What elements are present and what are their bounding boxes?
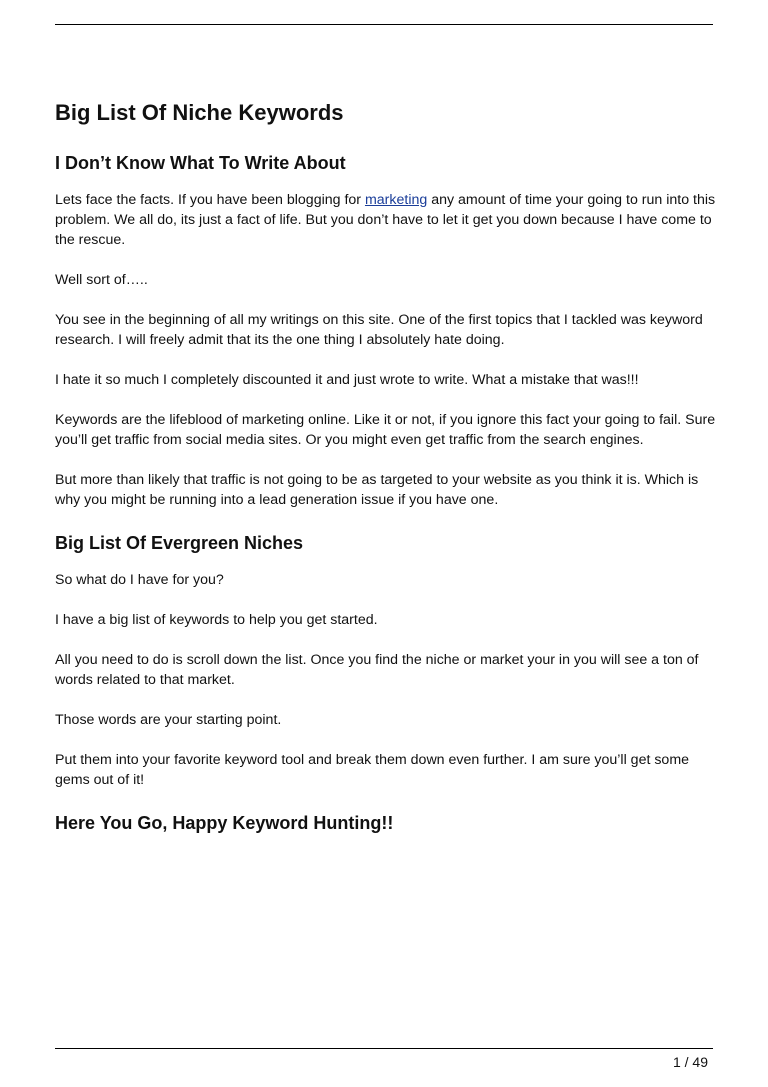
paragraph: I hate it so much I completely discounted it and just wrote to write. What a mistake that was!!! [55, 372, 639, 388]
paragraph: Put them into your favorite keyword tool and break them down even further. I am sure you’ll get some gems out of it! [55, 752, 690, 788]
section-heading-write-about: I Don’t Know What To Write About [55, 153, 346, 173]
header-rule [55, 24, 713, 25]
paragraph: Those words are your starting point. [55, 712, 282, 728]
paragraph: Well sort of….. [55, 272, 148, 288]
section-heading-keyword-hunting: Here You Go, Happy Keyword Hunting!! [55, 813, 394, 833]
paragraph-text: Lets face the facts. If you have been blogging for [55, 192, 365, 208]
document-body [55, 98, 717, 850]
paragraph: But more than likely that traffic is not going to be as targeted to your website as you think it is. Which is why you might be running into a lead generation issue if you have one. [55, 472, 699, 508]
document-title: Big List Of Niche Keywords [55, 100, 344, 125]
page-number: 1 / 49 [672, 1054, 708, 1070]
marketing-link[interactable]: marketing [364, 192, 428, 208]
footer-rule [55, 1048, 713, 1049]
paragraph-text: any amount of time your going to run into this problem. We all do, its just a fact of life. But you don’t have to let it get you down because I have come to the rescue. [55, 192, 716, 248]
paragraph: All you need to do is scroll down the list. Once you find the niche or market your in you will see a ton of words related to that market. [55, 652, 699, 688]
paragraph: I have a big list of keywords to help you get started. [55, 612, 378, 628]
paragraph: So what do I have for you? [55, 572, 224, 588]
paragraph: Keywords are the lifeblood of marketing online. Like it or not, if you ignore this fact your going to fail. Sure you’ll get traffic from social media sites. Or you might even get traffic from the search engines. [55, 412, 716, 448]
paragraph: You see in the beginning of all my writings on this site. One of the first topics that I tackled was keyword research. I will freely admit that its the one thing I absolutely hate doing. [55, 312, 703, 348]
section-heading-evergreen-niches: Big List Of Evergreen Niches [55, 533, 304, 553]
paragraph [55, 190, 717, 250]
